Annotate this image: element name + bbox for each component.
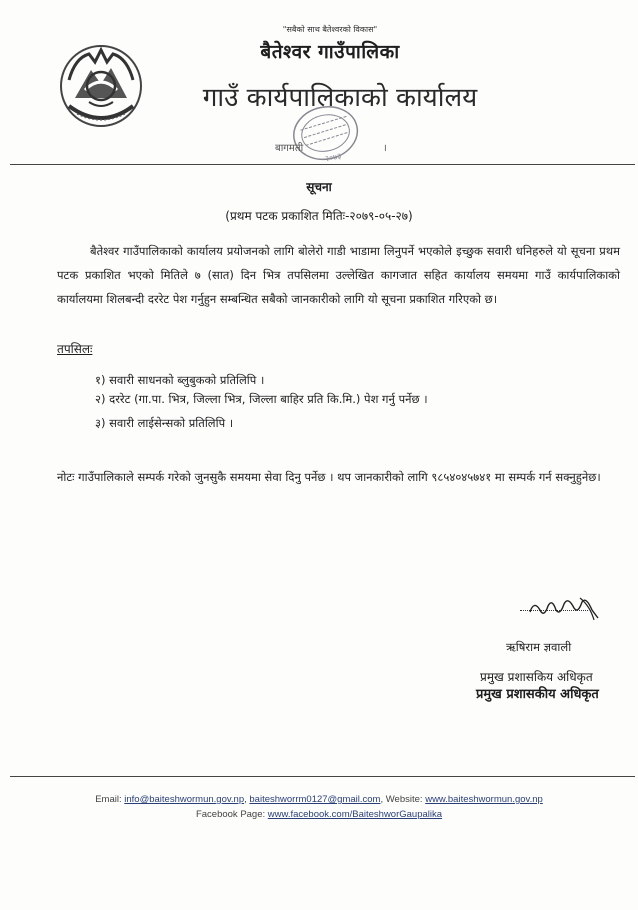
email-link-info[interactable]: info@baiteshwormun.gov.np <box>124 794 245 805</box>
signer-title-stamp: प्रमुख प्रशासकीय अधिकृत <box>476 687 599 702</box>
website-label: Website: <box>385 794 423 805</box>
detail-item-3: ३) सवारी लाईसेन्सको प्रतिलिपि । <box>95 416 234 430</box>
email-link-gmail[interactable]: baiteshworrm0127@gmail.com <box>249 794 381 805</box>
email-label: Email: <box>95 794 122 805</box>
facebook-link[interactable]: www.facebook.com/BaiteshworGaupalika <box>267 809 443 820</box>
contact-note: नोटः गाउँपालिकाले सम्पर्क गरेको जुनसुकै समयमा सेवा दिनु पर्नेछ । थप जानकारीको लागि ९८५४०४५७४१ मा सम्पर्क गर्न सक्नुहुनेछ। <box>57 470 601 484</box>
header-divider <box>10 164 635 165</box>
address: बागमती <box>275 143 304 154</box>
notice-body-text: बैतेश्वर गाउँपालिकाको कार्यालय प्रयोजनको लागि बोलेरो गाडी भाडामा लिनुपर्ने भएकोले इच्छुक सवारी धनिहरुले यो सूचना प्रथम पटक प्रकाशित भएको मितिले ७ (सात) दिन भित्र तपसिलमा उल्लेखित कागजात सहित कार्यालय समयमा गाउँ कार्यपालिकाको कार्यालयमा शिलबन्दी दररेट पेश गर्नुहुन सम्बन्धित सबैको जानकारीको लागि यो सूचना प्रकाशित गरिएको छ। <box>57 244 620 306</box>
motto: "सबैको साथ बैतेश्वरको विकास" <box>282 25 378 34</box>
notice-title: सूचना <box>306 180 332 194</box>
detail-item-1: १) सवारी साधनको ब्लुबुकको प्रतिलिपि । <box>95 373 265 387</box>
details-label: तपसिलः <box>57 342 93 356</box>
website-link[interactable]: www.baiteshwormun.gov.np <box>425 794 543 805</box>
office-name: गाउँ कार्यपालिकाको कार्यालय <box>202 83 478 113</box>
office-stamp <box>286 95 366 175</box>
nepal-emblem-logo <box>55 40 147 132</box>
footer-divider <box>10 776 635 777</box>
detail-item-2: २) दररेट (गा.पा. भित्र, जिल्ला भित्र, जिल्ला बाहिर प्रति कि.मि.) पेश गर्नु पर्नेछ । <box>95 392 428 406</box>
footer-contact-line: Email: info@baiteshwormun.gov.np, baiteshworrm0127@gmail.com, Website: www.baiteshwormun.gov.np <box>95 794 543 805</box>
signer-title: प्रमुख प्रशासकिय अधिकृत <box>480 670 593 684</box>
address-end: । <box>383 143 387 154</box>
footer-facebook-line <box>0 809 638 820</box>
signature-line <box>520 610 588 611</box>
notice-body <box>57 239 620 311</box>
signer-name: ऋषिराम ज्ञवाली <box>506 640 572 654</box>
municipality-name: बैतेश्वर गाउँपालिका <box>260 41 400 63</box>
signature-mark <box>520 592 610 622</box>
facebook-label: Facebook Page: <box>195 809 266 820</box>
stamp-year: २०७३ <box>324 151 343 164</box>
published-date-line: (प्रथम पटक प्रकाशित मितिः-२०७९-०५-२७) <box>225 209 413 223</box>
